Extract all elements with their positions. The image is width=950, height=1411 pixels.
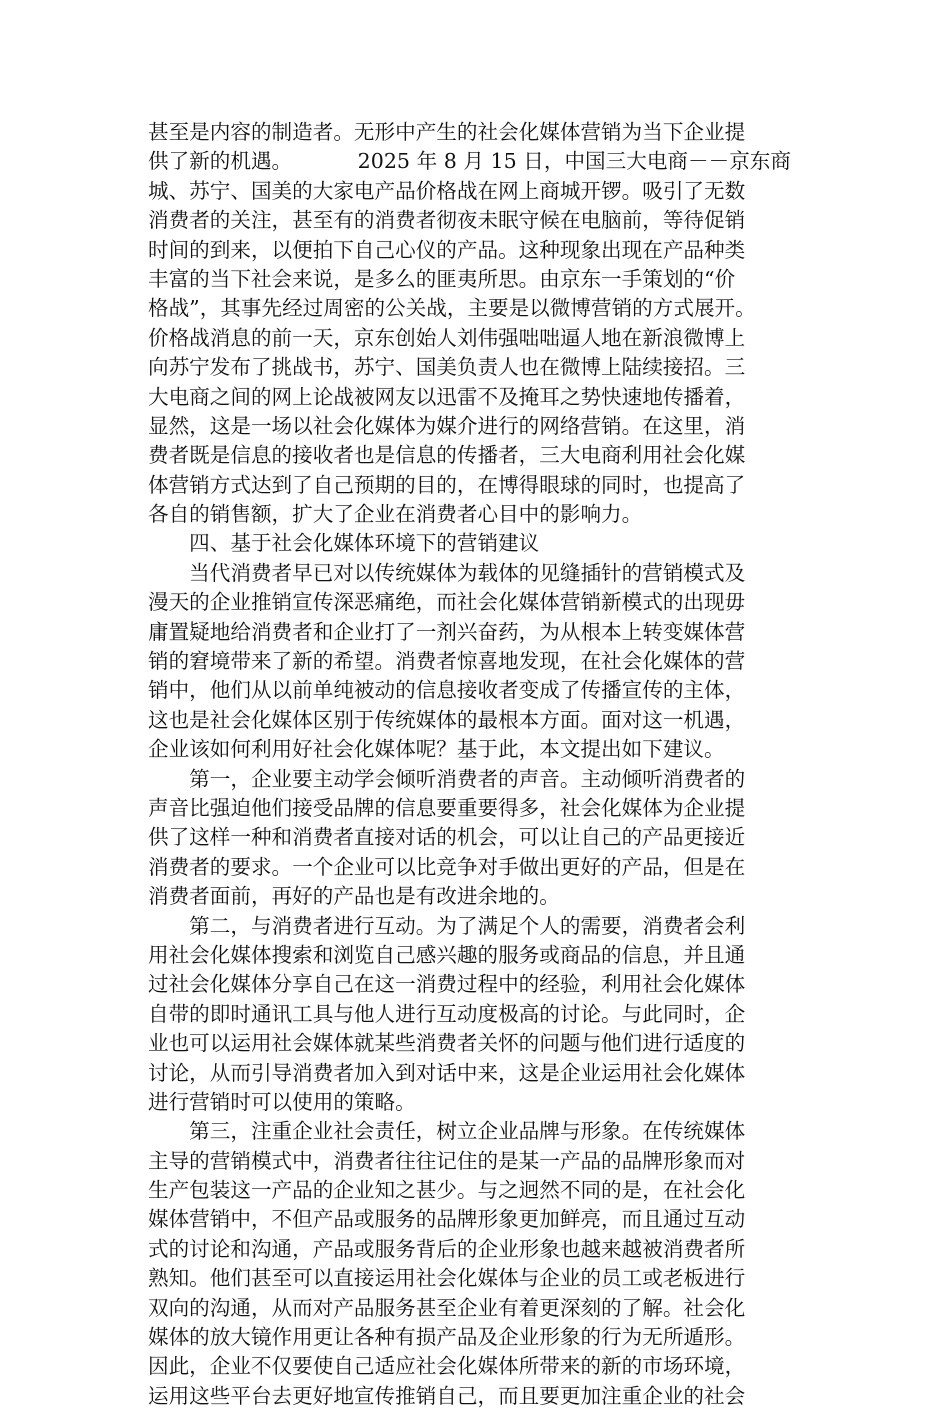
- text-line: 主导的营销模式中，消费者往往记住的是某一产品的品牌形象而对: [148, 1148, 746, 1173]
- text-line: 媒体的放大镜作用更让各种有损产品及企业形象的行为无所遁形。: [148, 1325, 746, 1350]
- text-line: 媒体营销中，不但产品或服务的品牌形象更加鲜亮，而且通过互动: [148, 1207, 746, 1232]
- text-line: 价格战消息的前一天，京东创始人刘伟强咄咄逼人地在新浪微博上: [148, 325, 746, 350]
- text-line: 这也是社会化媒体区别于传统媒体的最根本方面。面对这一机遇，: [148, 707, 746, 732]
- text-line: 式的讨论和沟通，产品或服务背后的企业形象也越来越被消费者所: [148, 1236, 746, 1261]
- text-line: 甚至是内容的制造者。无形中产生的社会化媒体营销为当下企业提: [148, 120, 746, 144]
- text-line: 第二，与消费者进行互动。为了满足个人的需要，消费者会利: [148, 913, 746, 938]
- body-text: [148, 118, 810, 1411]
- text-line: 因此，企业不仅要使自己适应社会化媒体所带来的新的市场环境，: [148, 1354, 746, 1379]
- text-line: 供了新的机遇。 2025 年 8 月 15 日，中国三大电商－－京东商: [148, 149, 791, 174]
- text-line: 销的窘境带来了新的希望。消费者惊喜地发现，在社会化媒体的营: [148, 649, 746, 674]
- text-line: 第三，注重企业社会责任，树立企业品牌与形象。在传统媒体: [148, 1119, 746, 1144]
- text-line: 生产包装这一产品的企业知之甚少。与之迥然不同的是，在社会化: [148, 1178, 746, 1203]
- text-line: 运用这些平台去更好地宣传推销自己，而且要更加注重企业的社会: [148, 1383, 746, 1408]
- text-line: 讨论，从而引导消费者加入到对话中来，这是企业运用社会化媒体: [148, 1060, 746, 1085]
- text-line: 第一，企业要主动学会倾听消费者的声音。主动倾听消费者的: [148, 766, 746, 791]
- text-line: 熟知。他们甚至可以直接运用社会化媒体与企业的员工或老板进行: [148, 1266, 746, 1291]
- text-line: 城、苏宁、国美的大家电产品价格战在网上商城开锣。吸引了无数: [148, 178, 746, 203]
- text-line: 大电商之间的网上论战被网友以迅雷不及掩耳之势快速地传播着，: [148, 384, 746, 409]
- text-line: 消费者的要求。一个企业可以比竞争对手做出更好的产品，但是在: [148, 854, 746, 879]
- text-line: 供了这样一种和消费者直接对话的机会，可以让自己的产品更接近: [148, 825, 746, 850]
- text-line: 过社会化媒体分享自己在这一消费过程中的经验，利用社会化媒体: [148, 972, 746, 997]
- text-line: 丰富的当下社会来说，是多么的匪夷所思。由京东一手策划的“价: [148, 266, 736, 291]
- text-line: 费者既是信息的接收者也是信息的传播者，三大电商利用社会化媒: [148, 443, 746, 468]
- text-line: 当代消费者早已对以传统媒体为载体的见缝插针的营销模式及: [148, 560, 746, 585]
- text-line: 进行营销时可以使用的策略。: [148, 1089, 416, 1114]
- text-line: 企业该如何利用好社会化媒体呢？基于此，本文提出如下建议。: [148, 737, 725, 762]
- text-line: 格战”，其事先经过周密的公关战，主要是以微博营销的方式展开。: [148, 296, 756, 321]
- text-line: 销中，他们从以前单纯被动的信息接收者变成了传播宣传的主体，: [148, 678, 746, 703]
- text-line: 消费者面前，再好的产品也是有改进余地的。: [148, 884, 560, 909]
- text-line: 庸置疑地给消费者和企业打了一剂兴奋药，为从根本上转变媒体营: [148, 619, 746, 644]
- text-line: 用社会化媒体搜索和浏览自己感兴趣的服务或商品的信息，并且通: [148, 942, 746, 967]
- text-line: 自带的即时通讯工具与他人进行互动度极高的讨论。与此同时，企: [148, 1001, 746, 1026]
- text-line: 消费者的关注，甚至有的消费者彻夜未眠守候在电脑前，等待促销: [148, 208, 746, 233]
- text-line: 四、基于社会化媒体环境下的营销建议: [148, 531, 540, 556]
- text-line: 双向的沟通，从而对产品服务甚至企业有着更深刻的了解。社会化: [148, 1295, 746, 1320]
- text-line: 漫天的企业推销宣传深恶痛绝，而社会化媒体营销新模式的出现毋: [148, 590, 746, 615]
- text-line: 体营销方式达到了自己预期的目的，在博得眼球的同时，也提高了: [148, 472, 746, 497]
- text-line: 显然，这是一场以社会化媒体为媒介进行的网络营销。在这里，消: [148, 413, 746, 438]
- text-line: 各自的销售额，扩大了企业在消费者心目中的影响力。: [148, 502, 643, 527]
- text-line: 向苏宁发布了挑战书，苏宁、国美负责人也在微博上陆续接招。三: [148, 355, 746, 380]
- text-line: 声音比强迫他们接受品牌的信息要重要得多，社会化媒体为企业提: [148, 795, 746, 820]
- text-line: 业也可以运用社会媒体就某些消费者关怀的问题与他们进行适度的: [148, 1031, 746, 1056]
- text-line: 时间的到来，以便拍下自己心仪的产品。这种现象出现在产品种类: [148, 237, 746, 262]
